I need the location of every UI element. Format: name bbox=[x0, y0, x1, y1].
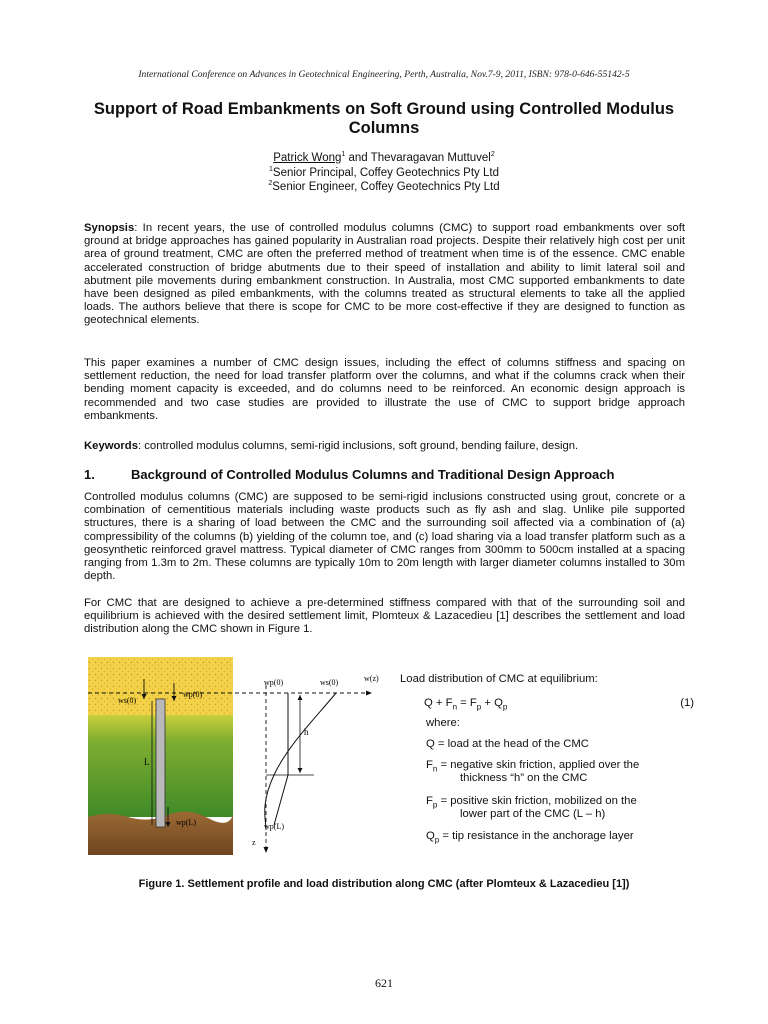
fp-sub: p bbox=[432, 800, 438, 810]
affiliation-2 bbox=[80, 180, 688, 195]
ws0-top-label: ws(0) bbox=[320, 678, 339, 687]
synopsis-label: Synopsis bbox=[84, 222, 135, 234]
conference-header: International Conference on Advances in Geotechnical Engineering, Perth, Australia, Nov.7-9, 2011, ISBN: 978-0-646-55142-5 bbox=[138, 69, 630, 80]
author-line bbox=[80, 151, 688, 166]
eq-part: + Q bbox=[481, 697, 503, 709]
eq-sub: n bbox=[452, 702, 458, 712]
paper-title: Support of Road Embankments on Soft Ground using Controlled Modulus Columns bbox=[93, 100, 675, 137]
cmc-column bbox=[156, 699, 165, 827]
figure-1-diagram bbox=[88, 655, 388, 855]
fn-definition-cont: thickness “h” on the CMC bbox=[460, 772, 588, 784]
q-definition: Q = load at the head of the CMC bbox=[426, 738, 589, 750]
eq-sub: p bbox=[502, 702, 508, 712]
wpL-bottom-label: wp(L) bbox=[264, 822, 284, 831]
affiliation-1 bbox=[80, 166, 688, 181]
author-block bbox=[80, 151, 688, 195]
equation-1 bbox=[424, 697, 694, 710]
fn-text: = negative skin friction, applied over the bbox=[437, 759, 640, 771]
z-axis-label: z bbox=[252, 838, 256, 847]
fn-symbol: F bbox=[426, 759, 433, 771]
h-label: h bbox=[304, 727, 309, 737]
affiliation-2-text: Senior Engineer, Coffey Geotechnics Pty Ltd bbox=[272, 181, 500, 193]
section-1-number: 1. bbox=[84, 467, 95, 482]
author-2-name: and Thevaragavan Muttuvel bbox=[345, 152, 491, 164]
intro-paragraph-2: This paper examines a number of CMC design issues, including the effect of columns stiffness and spacing on settlement reduction, the need for load transfer platform over the columns, and what if the columns crack when their bending moment capacity is exceeded, and do columns need to be reinforced. An economic design approach is recommended and two case studies are provided to illustrate the use of CMC to support bridge approach embankments. bbox=[84, 357, 685, 422]
affiliation-1-text: Senior Principal, Coffey Geotechnics Pty Ltd bbox=[272, 166, 499, 179]
background-paragraph: Controlled modulus columns (CMC) are supposed to be semi-rigid inclusions constructed using grout, concrete or a combination of cementitious materials including waste products such as fly ash and slag. Unlike pile supported structures, there is a sharing of load between the CMC and the surrounding soil affected via a combination of (a) compressibility of the columns (b) yielding of the column toe, and (c) load sharing via a load transfer platform such as a geosynthetic reinforced gravel mattress. Typical diameter of CMC ranges from 300mm to 500cm installed at a spacing ranging from 1.3m to 2m. These columns are typically 10m to 20m length with larger diameter columns installed to 30m depth. bbox=[84, 491, 685, 583]
eq-sub: p bbox=[476, 702, 482, 712]
qp-text: = tip resistance in the anchorage layer bbox=[439, 830, 634, 842]
wp0-top-label: wp(0) bbox=[264, 678, 284, 687]
figure-1-caption: Figure 1. Settlement profile and load distribution along CMC (after Plomteux & Lazacedieu [1]) bbox=[138, 878, 630, 890]
equation-number: (1) bbox=[680, 697, 694, 709]
fp-definition bbox=[426, 795, 696, 808]
fp-text: = positive skin friction, mobilized on the bbox=[437, 795, 637, 807]
fn-definition bbox=[426, 759, 696, 772]
qp-sub: p bbox=[434, 835, 440, 845]
author-2-sup: 2 bbox=[490, 151, 495, 159]
eq-part: Q + F bbox=[424, 697, 453, 709]
author-1-name: Patrick Wong bbox=[273, 152, 342, 164]
figure-intro-paragraph: For CMC that are designed to achieve a pre-determined stiffness compared with that of the surrounding soil and equilibrium is achieved with the desired settlement limit, Plomteux & Lazacedieu [1] describes the settlement and load distribution along the CMC shown in Figure 1. bbox=[84, 597, 685, 636]
qp-symbol: Q bbox=[426, 830, 435, 842]
legend-heading: Load distribution of CMC at equilibrium: bbox=[400, 673, 598, 685]
keywords-text: : controlled modulus columns, semi-rigid inclusions, soft ground, bending failure, design. bbox=[138, 440, 579, 452]
author-1-sup: 1 bbox=[341, 151, 346, 159]
eq-part: = F bbox=[457, 697, 477, 709]
fp-symbol: F bbox=[426, 795, 433, 807]
column-settlement-line bbox=[274, 693, 288, 825]
where-label: where: bbox=[426, 717, 460, 729]
wpL-left-label: wp(L) bbox=[176, 818, 196, 827]
qp-definition bbox=[426, 830, 696, 843]
wp0-left-label: wp(0) bbox=[183, 690, 203, 699]
synopsis-paragraph bbox=[84, 222, 685, 328]
affiliation-2-sup: 2 bbox=[268, 180, 273, 188]
page-number: 621 bbox=[375, 976, 393, 990]
fp-definition-cont: lower part of the CMC (L – h) bbox=[460, 808, 606, 820]
keywords-paragraph bbox=[84, 440, 685, 453]
wz-axis-label: w(z) bbox=[364, 674, 379, 683]
section-1-heading bbox=[84, 467, 704, 482]
ws0-label: ws(0) bbox=[118, 696, 137, 705]
affiliation-1-sup: 1 bbox=[269, 165, 273, 173]
section-1-title: Background of Controlled Modulus Columns and Traditional Design Approach bbox=[131, 467, 615, 482]
synopsis-text: : In recent years, the use of controlled modulus columns (CMC) to support road embankments over soft ground at bridge approaches has gained popularity in Australian road projects. Despite their relatively high cost per unit area of ground treatment, CMC are often the preferred method of treatment when time is of the essence. CMC enable accelerated construction of bridge abutments due to their speed of installation and ability to limit lateral soil and abutment pile movements during embankment construction. In Australia, most CMC supported embankments to date have been designed as piled embankments, with the columns treated as structural elements to take all the applied loads. The authors believe that there is scope for CMC to be more cost-effective if they are designed to function as geotechnical elements. bbox=[84, 222, 685, 327]
fn-sub: n bbox=[432, 764, 438, 774]
keywords-label: Keywords bbox=[84, 440, 138, 452]
settlement-profile-svg bbox=[88, 655, 388, 855]
length-label: L bbox=[144, 757, 150, 767]
